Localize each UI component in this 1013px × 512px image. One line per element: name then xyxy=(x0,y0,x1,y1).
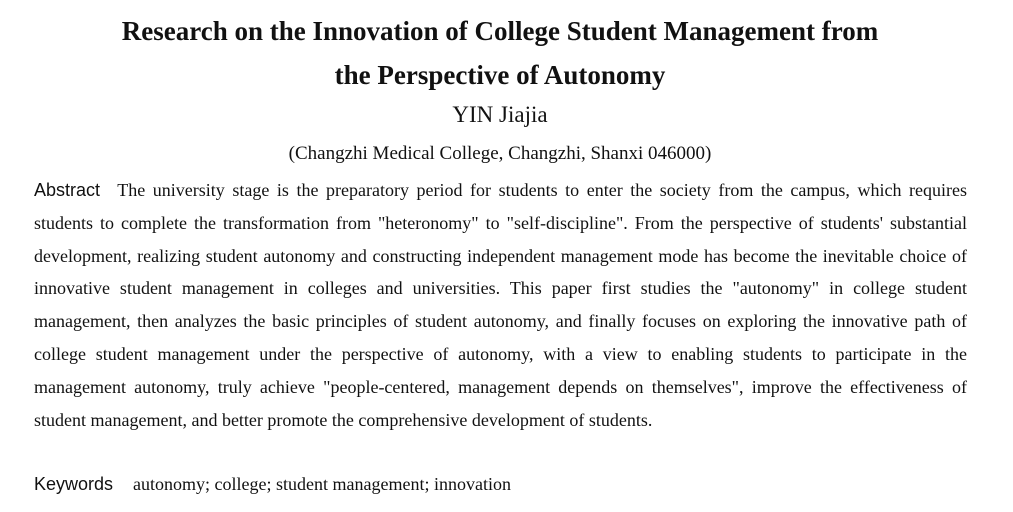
keywords-text: autonomy; college; student management; innovation xyxy=(133,474,511,494)
abstract-paragraph xyxy=(34,174,967,436)
author-affiliation: (Changzhi Medical College, Changzhi, Shanxi 046000) xyxy=(288,143,712,164)
abstract-text: The university stage is the preparatory period for students to enter the society from the campus, which requires students to complete the transformation from "heteronomy" to "self-discipline". From the perspective of students' substantial development, realizing student autonomy and constructing independent management mode has become the inevitable choice of innovative student management in colleges and universities. This paper first studies the "autonomy" in college student management, then analyzes the basic principles of student autonomy, and finally focuses on exploring the innovative path of college student management under the perspective of autonomy, with a view to enabling students to participate in the management autonomy, truly achieve "people-centered, management depends on themselves", improve the effectiveness of student management, and better promote the comprehensive development of students. xyxy=(34,180,967,430)
abstract-label: Abstract xyxy=(34,180,101,200)
keywords-label: Keywords xyxy=(34,474,114,494)
keywords-line xyxy=(34,468,967,500)
paper-title-line-1: Research on the Innovation of College Student Management from xyxy=(121,16,879,46)
paper-title-line-2: the Perspective of Autonomy xyxy=(334,60,666,90)
author-name: YIN Jiajia xyxy=(452,102,548,127)
